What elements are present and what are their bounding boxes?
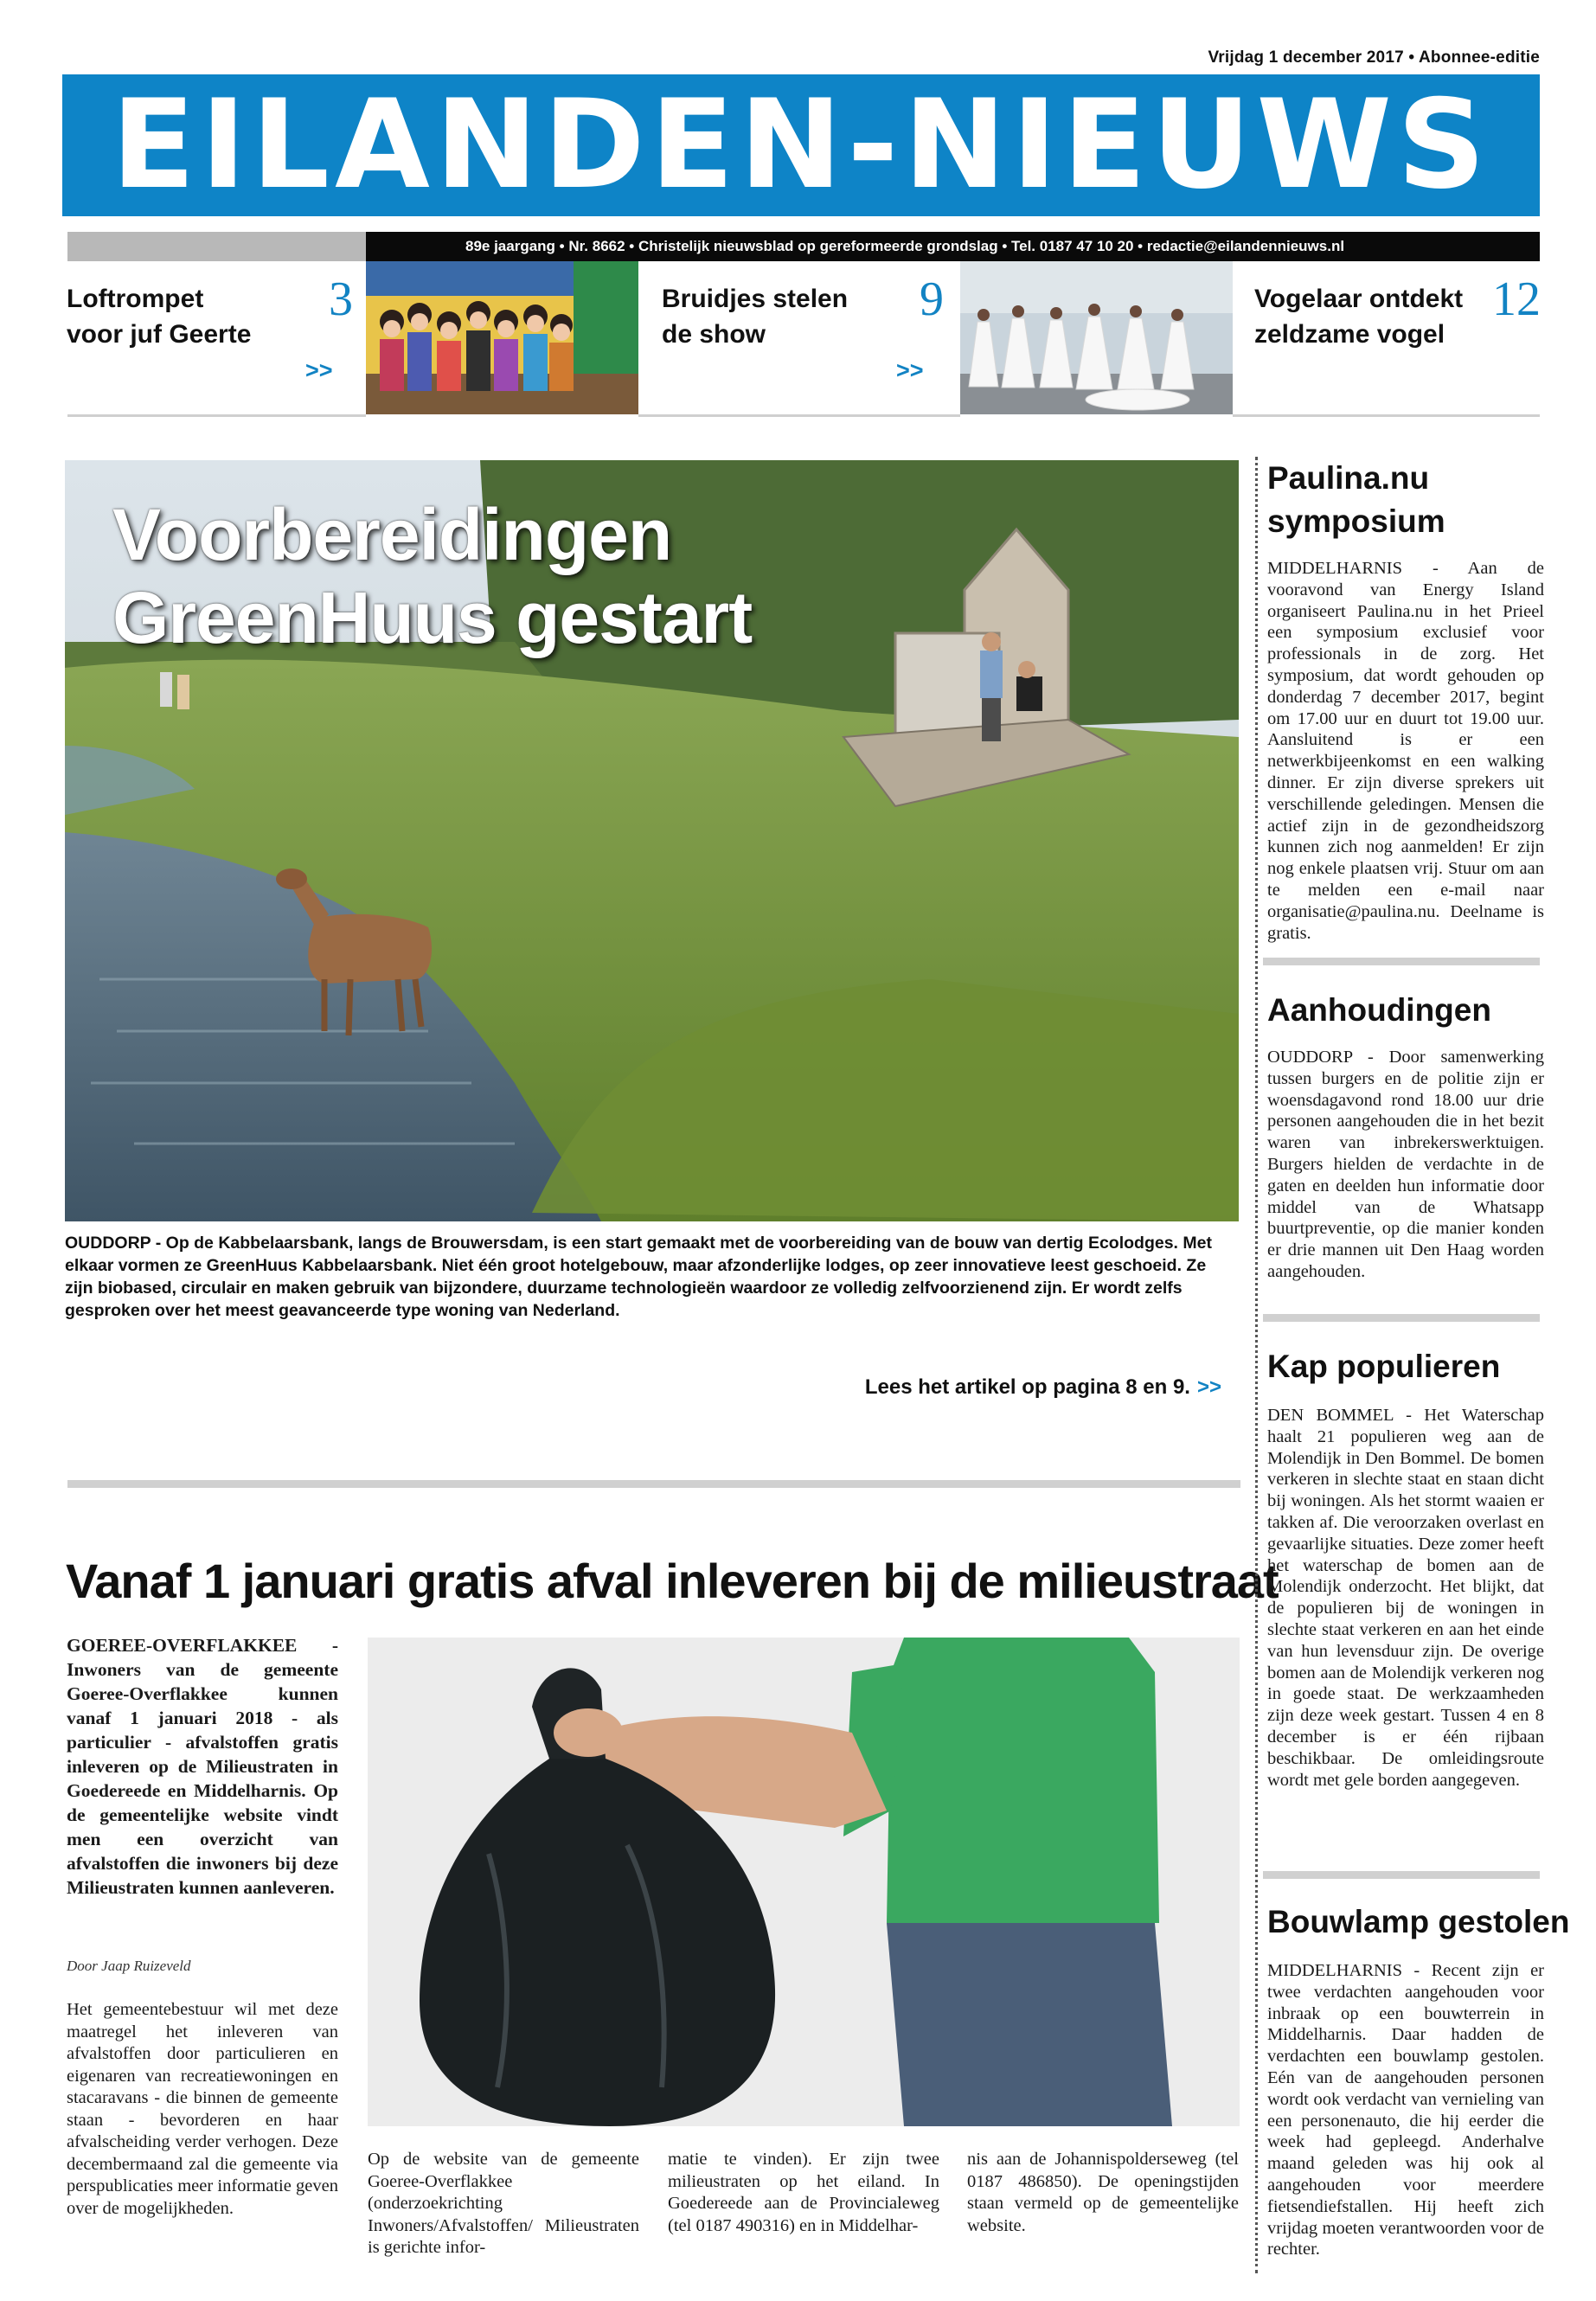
sidebar-text-bouwlamp: MIDDELHARNIS - Recent zijn er twee verdachten aangehouden voor inbraak op een bouwterrein in Middelharnis. Daar hadden de verdachten een bouwlamp gestolen. Eén van de aangehouden personen wordt ook verdacht van vernieling van een personenauto, die hij eerder die week had gepleegd. Anderhalve maand geleden was hij ook al aangehouden voor meerdere fietsendiefstallen. Hij heeft zich vrijdag moeten verantwoorden voor de rechter. [1267, 1961, 1544, 2259]
main-headline-line: GreenHuus gestart [112, 577, 753, 658]
sidebar-title-line: symposium [1267, 503, 1445, 539]
teaser-underline [67, 414, 366, 417]
teaser-title: zeldzame vogel [1254, 320, 1445, 349]
read-more-text: Lees het artikel op pagina 8 en 9. [864, 1375, 1190, 1399]
teaser-title: Vogelaar ontdekt [1254, 285, 1464, 313]
newspaper-masthead-logo: EILANDEN-NIEUWS [62, 74, 1540, 216]
teaser-photo-children [366, 261, 638, 414]
chevron-right-icon: >> [1196, 1375, 1221, 1399]
afval-body-column: Op de website van de gemeente Goeree-Overflakkee (onderzoekrichting Inwoners/Afvalstoffen/ Milieustraten is gerichte infor- [368, 2150, 639, 2257]
teaser-title: voor juf Geerte [67, 320, 252, 349]
teaser-title: Loftrompet [67, 285, 204, 313]
teaser-page-number: 3 [329, 272, 353, 326]
teaser-underline [638, 414, 960, 417]
main-headline [112, 493, 752, 659]
teaser-title: Bruidjes stelen [662, 285, 849, 313]
section-divider [67, 1480, 1240, 1488]
teaser-photo-brides [960, 261, 1233, 414]
teaser-bruidjes[interactable] [662, 281, 921, 394]
teaser-page-number: 9 [920, 272, 944, 326]
main-caption: OUDDORP - Op de Kabbelaarsbank, langs de Brouwersdam, is een start gemaakt met de voorbereiding van de bouw van dertig Ecolodges. Met elkaar vormen ze GreenHuus Kabbelaarsbank. Niet één groot hotelgebouw, maar afzonderlijke lodges, op zeer innovatieve leest geschoeid. Ze zijn biobased, circulair en maken gebruik van bijzondere, duurzame technologieën waardoor ze volledig zelfvoorzienend zijn. Er wordt zelfs gesproken over het meest geavanceerde type woning van Nederland. [65, 1234, 1212, 1320]
sidebar-divider [1263, 958, 1540, 965]
teaser-underline [1233, 414, 1540, 417]
afval-body-column: matie te vinden). Er zijn twee milieustraten op het eiland. In Goedereede aan de Provincialeweg (tel 0187 490316) en in Middelhar- [668, 2150, 939, 2235]
main-headline-line: Voorbereidingen [112, 494, 672, 575]
masthead-grey-bar [67, 232, 366, 261]
edition-date: Vrijdag 1 december 2017 • Abonnee-editie [1208, 48, 1540, 67]
sidebar-text-paulina: MIDDELHARNIS - Aan de vooravond van Energy Island organiseert Paulina.nu in het Prieel een symposium exclusief voor professionals in de zorg. Het symposium, dat wordt gehouden op donderdag 7 december 2017, begint om 17.00 uur en duurt tot 19.00 uur. Aansluitend is er een netwerkbijeenkomst en een walking dinner. Er zijn diverse sprekers uit verschillende geledingen. Mensen die actief zijn in de gezondheidszorg kunnen zich nog aanmelden! Er zijn nog enkele plaatsen vrij. Stuur om aan te melden een e-mail naar organisatie@paulina.nu. Deelname is gratis. [1267, 559, 1544, 943]
sidebar-title-bouwlamp: Bouwlamp gestolen [1267, 1904, 1570, 1939]
sidebar-dotted-divider [1255, 457, 1258, 2273]
sidebar-text-aanhoudingen: OUDDORP - Door samenwerking tussen burgers en de politie zijn er woensdagavond rond 18.00 uur drie personen aangehouden die in het bezit waren van inbrekerswerktuigen. Burgers hielden de verdachte in de gaten en deelden hun informatie door middel van de Whatsapp buurtpreventie, op die manier konden er drie mannen uit Den Haag worden aangehouden. [1267, 1048, 1544, 1281]
masthead-info-bar [366, 232, 1540, 261]
sidebar-divider [1263, 1871, 1540, 1879]
teaser-arrow-icon[interactable]: >> [896, 357, 924, 383]
sidebar-divider [1263, 1314, 1540, 1322]
afval-body-column: Het gemeentebestuur wil met deze maatregel het inleveren van afvalstoffen door particulieren en eigenaren van recreatiewoningen en stacaravans - die binnen de gemeente staan - bevorderen en haar afvalscheiding verder verhogen. Deze decembermaand zal die gemeente via perspublicaties meer informatie geven over de mogelijkheden. [67, 2000, 338, 2218]
sidebar-title-paulina [1267, 457, 1445, 543]
info-bar-text: 89e jaargang • Nr. 8662 • Christelijk nieuwsblad op gereformeerde grondslag • Tel. 0187 47 10 20 • redactie@eilandennieuws.nl [465, 238, 1345, 254]
teaser-vogelaar[interactable] [1254, 281, 1505, 394]
sidebar-title-line: Paulina.nu [1267, 460, 1430, 496]
teaser-title: de show [662, 320, 766, 349]
sidebar-title-kap: Kap populieren [1267, 1349, 1501, 1384]
afval-byline: Door Jaap Ruizeveld [67, 1958, 191, 1974]
afval-body-column: nis aan de Johannispolderseweg (tel 0187 486850). De openingstijden staan vermeld op de gemeentelijke website. [967, 2150, 1239, 2235]
garbage-bag-photo [368, 1638, 1240, 2126]
read-more-link[interactable] [865, 1375, 1221, 1400]
afval-headline: Vanaf 1 januari gratis afval inleveren bij de milieustraat [66, 1554, 1279, 1608]
teaser-arrow-icon[interactable]: >> [305, 357, 333, 383]
afval-lead: GOEREE-OVERFLAKKEE - Inwoners van de gemeente Goeree-Overflakkee kunnen vanaf 1 januari 2018 - als particulier - afvalstoffen gratis inleveren op de Milieustraten in Goedereede en Middelharnis. Op de gemeentelijke website vindt men een overzicht van afvalstoffen die inwoners bij deze Milieustraten kunnen aanleveren. [67, 1635, 338, 1898]
teaser-page-number: 12 [1492, 272, 1541, 326]
sidebar-title-aanhoudingen: Aanhoudingen [1267, 992, 1491, 1028]
sidebar-text-kap: DEN BOMMEL - Het Waterschap haalt 21 populieren weg aan de Molendijk in Den Bommel. De bomen verkeren in slechte staat en staan dicht bij woningen. Als het stormt waaien er takken af. Die veroorzaken overlast en gevaarlijke situaties. Deze zomer heeft het waterschap de bomen aan de Molendijk onderzocht. Het blijkt, dat de populieren bij de woningen in slechte staat verkeren en aan het einde van hun levensduur zijn. De overige bomen aan de Molendijk verkeren nog in goede staat. De werkzaamheden zijn deze week gestart. Tussen 4 en 8 december is er één rijbaan beschikbaar. De omleidingsroute wordt met gele borden aangegeven. [1267, 1406, 1544, 1790]
